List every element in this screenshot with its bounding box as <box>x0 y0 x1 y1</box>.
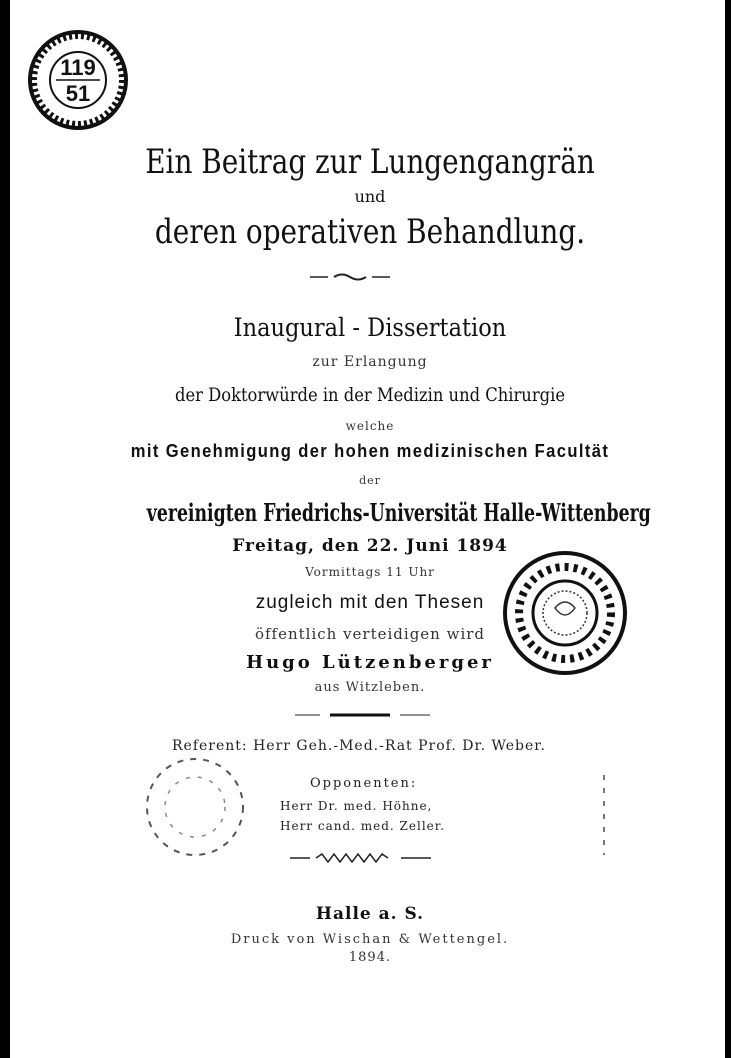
imprint-city: Halle a. S. <box>315 904 425 924</box>
line-verteidigen: öffentlich verteidigen wird <box>254 625 486 643</box>
line-doktorwuerde: der Doktorwürde in der Medizin und Chirurgie <box>174 384 566 406</box>
scan-edge-right <box>725 0 731 1058</box>
line-university: vereinigten Friedrichs-Universität Halle-Wittenberg <box>146 498 651 527</box>
referent-line: Referent: Herr Geh.-Med.-Rat Prof. Dr. Weber. <box>172 738 546 754</box>
faded-stamp-left <box>135 752 255 862</box>
opponent-2: Herr cand. med. Zeller. <box>280 819 446 833</box>
line-der: der <box>359 474 381 487</box>
opponent-1: Herr Dr. med. Höhne, <box>280 799 433 813</box>
title-line-2: deren operativen Behandlung. <box>154 212 586 252</box>
ornament-divider-3 <box>286 852 436 864</box>
line-genehmigung: mit Genehmigung der hohen medizinischen Facultät <box>130 441 610 461</box>
line-time: Vormittags 11 Uhr <box>305 565 435 579</box>
line-thesen: zugleich mit den Thesen <box>255 592 485 613</box>
opponents-heading: Opponenten: <box>310 776 418 791</box>
author-name: Hugo Lützenberger <box>246 652 494 673</box>
stamp-number-top: 119 <box>60 55 96 80</box>
scan-edge-left <box>0 0 10 1058</box>
stamp-number-bottom: 51 <box>65 81 91 106</box>
line-date: Freitag, den 22. Juni 1894 <box>232 536 508 556</box>
library-stamp-right <box>500 548 630 678</box>
library-stamp-top <box>18 28 138 132</box>
ornament-divider-2 <box>290 710 440 720</box>
line-welche: welche <box>345 419 395 433</box>
imprint-year: 1894. <box>348 950 392 965</box>
dissertation-heading: Inaugural - Dissertation <box>233 313 507 342</box>
ornament-divider <box>300 272 400 282</box>
author-origin: aus Witzleben. <box>314 680 426 695</box>
line-erlangung: zur Erlangung <box>312 354 428 370</box>
imprint-printer: Druck von Wischan & Wettengel. <box>230 932 510 947</box>
faded-mark-right <box>596 770 616 860</box>
title-line-1: Ein Beitrag zur Lungengangrän <box>145 142 595 182</box>
title-connector: und <box>354 187 386 206</box>
